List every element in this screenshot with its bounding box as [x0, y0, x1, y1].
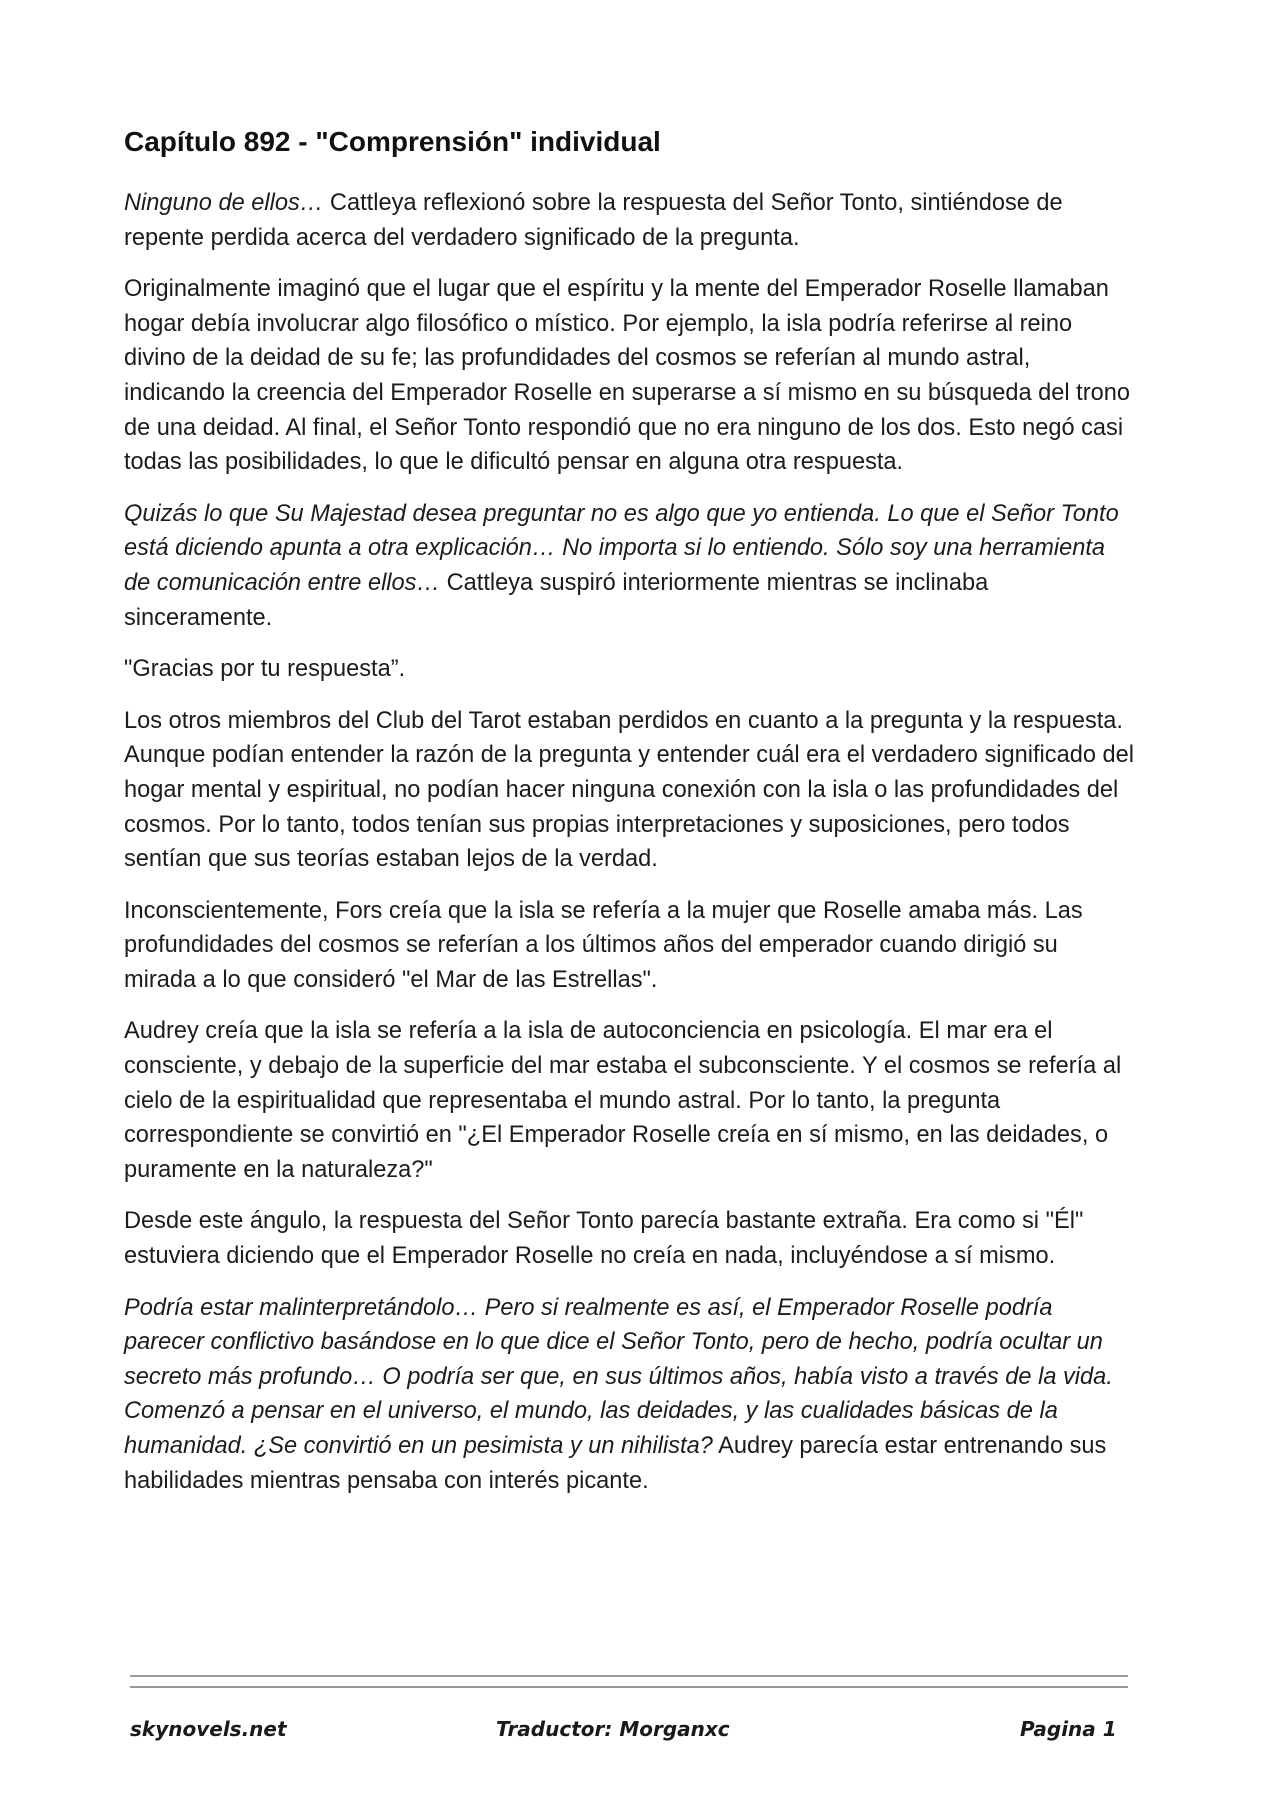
paragraph-8-text: Desde este ángulo, la respuesta del Señor Tonto parecía bastante extraña. Era como si "Él" estuviera diciendo que el Emperador Roselle no creía en nada, incluyéndose a sí mismo. — [124, 1208, 1084, 1270]
document-page — [124, 118, 1134, 1515]
footer-translator: Traductor: Morganxc — [496, 1717, 730, 1741]
paragraph-1-italic: Ninguno de ellos… — [124, 190, 324, 216]
paragraph-5-text: Los otros miembros del Club del Tarot estaban perdidos en cuanto a la pregunta y la respuesta. Aunque podían entender la razón de la pregunta y entender cuál era el verdadero significado del hogar mental y espiritual, no podían hacer ninguna conexión con la isla o las profundidades del cosmos. Por lo tanto, todos tenían sus propias interpretaciones y suposiciones, pero todos sentían que sus teorías estaban lejos de la verdad. — [124, 707, 1135, 873]
footer-divider-bottom — [130, 1686, 1128, 1688]
paragraph-6-text: Inconscientemente, Fors creía que la isla se refería a la mujer que Roselle amaba más. Las profundidades del cosmos se referían a los últimos años del emperador cuando dirigió su mirada a lo que consideró "el Mar de las Estrellas". — [124, 897, 1083, 993]
paragraph-6 — [124, 894, 1134, 998]
paragraph-8 — [124, 1204, 1134, 1273]
paragraph-9 — [124, 1291, 1134, 1499]
footer-divider-top — [130, 1675, 1128, 1677]
paragraph-1-text: Cattleya reflexionó sobre la respuesta del Señor Tonto, sintiéndose de repente perdida acerca del verdadero significado de la pregunta. — [124, 190, 1063, 251]
paragraph-2-text: Originalmente imaginó que el lugar que el espíritu y la mente del Emperador Roselle llamaban hogar debía involucrar algo filosófico o místico. Por ejemplo, la isla podría referirse al reino divino de la deidad de su fe; las profundidades del cosmos se referían al mundo astral, indicando la creencia del Emperador Roselle en superarse a sí mismo en su búsqueda del trono de una deidad. Al final, el Señor Tonto respondió que no era ninguno de los dos. Esto negó casi todas las posibilidades, lo que le dificultó pensar en alguna otra respuesta. — [124, 276, 1130, 476]
paragraph-3-text: Cattleya suspiró interiormente mientras se inclinaba sinceramente. — [124, 569, 989, 631]
footer-site: skynovels.net — [130, 1717, 287, 1741]
paragraph-3 — [124, 497, 1134, 635]
paragraph-2 — [124, 272, 1134, 480]
paragraph-3-italic: Quizás lo que Su Majestad desea preguntar no es algo que yo entienda. Lo que el Señor Tonto está diciendo apunta a otra explicación… No importa si lo entiendo. Sólo soy una herramienta de comunicación entre ellos… — [124, 500, 1119, 596]
paragraph-7 — [124, 1014, 1134, 1187]
paragraph-9-text: Audrey parecía estar entrenando sus habilidades mientras pensaba con interés picante. — [124, 1433, 1107, 1494]
paragraph-4 — [124, 652, 1134, 687]
paragraph-5 — [124, 704, 1134, 877]
footer-page-number: Pagina 1 — [1020, 1717, 1117, 1741]
paragraph-7-text: Audrey creía que la isla se refería a la isla de autoconciencia en psicología. El mar era el consciente, y debajo de la superficie del mar estaba el subconsciente. Y el cosmos se refería al cielo de la espiritualidad que representaba el mundo astral. Por lo tanto, la pregunta correspondiente se convirtió en "¿El Emperador Roselle creía en sí mismo, en las deidades, o puramente en la naturaleza?" — [124, 1018, 1122, 1183]
paragraph-4-text: "Gracias por tu respuesta”. — [124, 656, 406, 683]
paragraph-1 — [124, 186, 1134, 255]
paragraph-9-italic: Podría estar malinterpretándolo… Pero si realmente es así, el Emperador Roselle podría parecer conflictivo basándose en lo que dice el Señor Tonto, pero de hecho, podría ocultar un secreto más profundo… O podría ser que, en sus últimos años, había visto a través de la vida. Comenzó a pensar en el universo, el mundo, las deidades, y las cualidades básicas de la humanidad. ¿Se convirtió en un pesimista y un nihilista? — [124, 1294, 1113, 1459]
chapter-title: Capítulo 892 - "Comprensión" individual — [124, 126, 661, 157]
